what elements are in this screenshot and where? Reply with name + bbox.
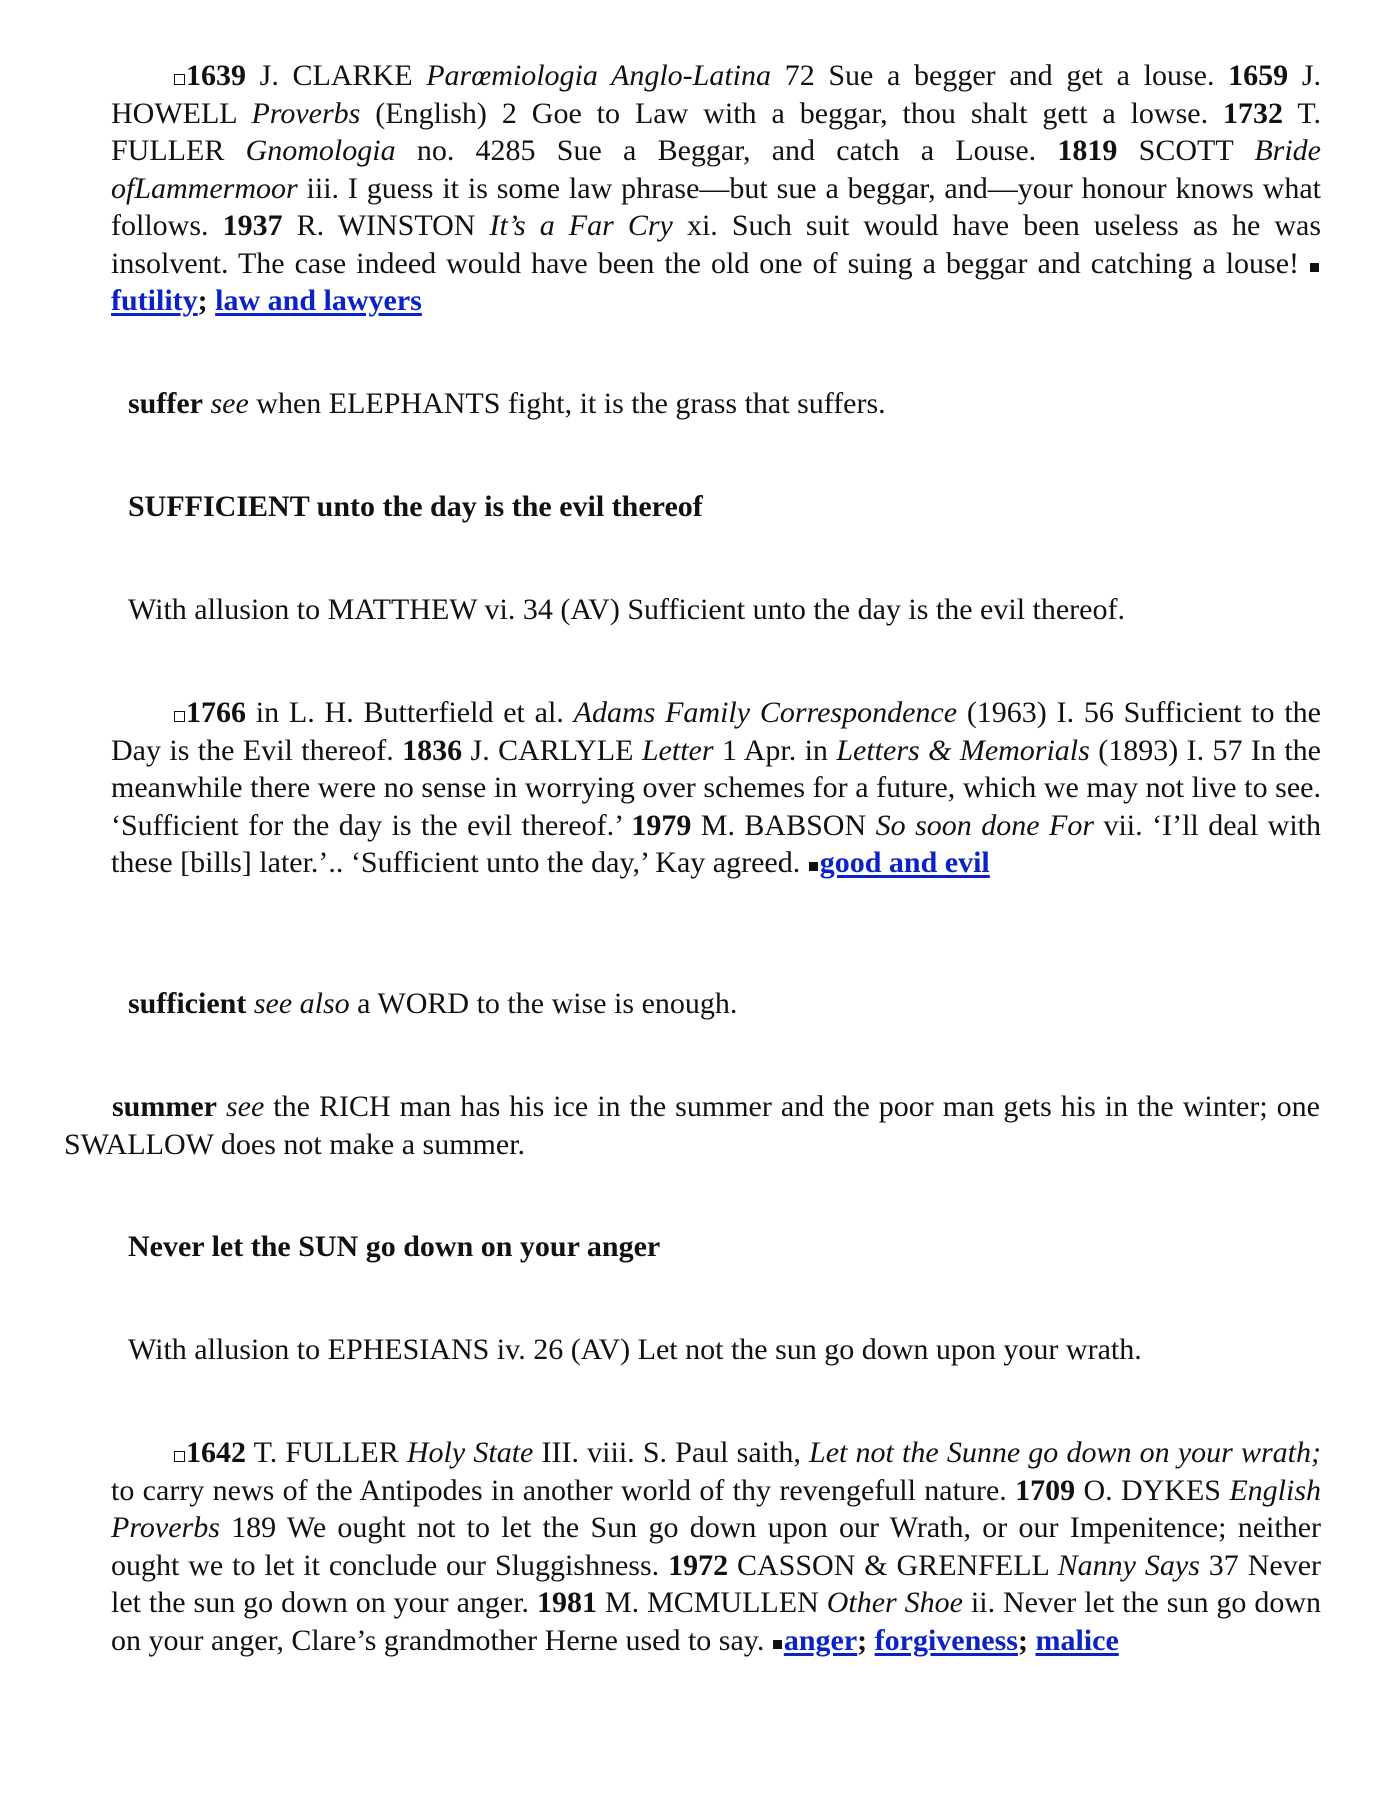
text-run	[246, 987, 254, 1020]
text-run: iii. I guess it is some law phrase—but sue a beggar, and—your honour knows what follows.	[111, 171, 1321, 242]
quotation-box-icon	[174, 711, 185, 722]
text-run: With allusion to EPHESIANS iv. 26 (AV) Let not the sun go down upon your wrath.	[128, 1333, 1142, 1366]
italic-text: Letter	[641, 733, 714, 767]
quotation-box-icon	[174, 74, 185, 85]
quotation-year: 1766	[186, 696, 246, 729]
quotation-year: 1639	[186, 59, 246, 92]
text-run: J. HOWELL	[111, 59, 1321, 130]
bold-text: sufficient	[128, 987, 247, 1020]
quotation-year: 1836	[402, 733, 463, 767]
italic-text: So soon done For	[875, 808, 1094, 842]
text-run: III. viii. S. Paul saith,	[533, 1436, 810, 1469]
italic-text: Nanny Says	[1057, 1548, 1200, 1582]
allusion-comment-ephesians	[128, 1331, 1320, 1369]
quotation-year: 1937	[222, 209, 283, 242]
text-run: to carry news of the Antipodes in another world of thy revengefull nature.	[111, 1473, 1016, 1507]
quotation-year: 1659	[1228, 59, 1289, 92]
theme-bullet-icon	[1310, 263, 1319, 272]
italic-text: see	[225, 1090, 265, 1123]
text-run: no. 4285 Sue a Beggar, and catch a Louse.	[395, 134, 1058, 167]
italic-text: Proverbs	[251, 96, 361, 130]
text-run: O. DYKES	[1075, 1473, 1230, 1507]
text-run: M. MCMULLEN	[597, 1586, 827, 1619]
theme-bullet-icon	[809, 862, 818, 871]
text-run: J. CARLYLE	[462, 733, 642, 767]
theme-link-forgiveness[interactable]: forgiveness	[874, 1623, 1018, 1657]
quotation-year: 1981	[537, 1586, 597, 1619]
text-run: R. WINSTON	[282, 209, 490, 242]
quotation-year: 1709	[1015, 1473, 1076, 1507]
quotation-block-sufficient	[111, 694, 1321, 882]
text-run	[217, 1090, 226, 1123]
cross-reference-summer	[64, 1088, 1320, 1163]
bold-text: summer	[112, 1090, 217, 1123]
text-run: vii. ‘I’ll deal with these [bills] later.’.. ‘Sufficient unto the day,’ Kay agreed.	[111, 808, 1321, 879]
text-run: 189 We ought not to let the Sun go down upon our Wrath, or our Impenitence; neither ought we to let it conclude our Sluggishness.	[111, 1511, 1321, 1582]
text-run: (1963) I. 56 Sufficient to the Day is the Evil thereof.	[111, 696, 1321, 767]
italic-text: Gnomologia	[245, 134, 396, 167]
text-run: the RICH man has his ice in the summer and the poor man gets his in the winter; one SWALLOW does not make a summer.	[64, 1090, 1321, 1161]
text-run: CASSON & GRENFELL	[728, 1548, 1058, 1582]
headword-never-let-the-sun	[128, 1228, 1320, 1266]
quotation-year: 1972	[668, 1548, 729, 1582]
quotation-block-sue-a-beggar	[111, 57, 1321, 320]
italic-text: see also	[253, 987, 350, 1020]
text-run: 72 Sue a begger and get a louse.	[771, 59, 1229, 92]
italic-text: Let not the Sunne go down on your wrath;	[809, 1436, 1321, 1469]
text-run: 37 Never let the sun go down on your anger.	[111, 1548, 1321, 1619]
italic-text: Bride ofLammermoor	[111, 134, 1321, 205]
text-run: (English) 2 Goe to Law with a beggar, thou shalt gett a lowse.	[360, 96, 1223, 130]
bold-text: SUFFICIENT unto the day is the evil thereof	[128, 490, 703, 523]
theme-link-malice[interactable]: malice	[1035, 1623, 1119, 1657]
bold-text: ;	[1017, 1623, 1036, 1657]
quotation-year: 1732	[1223, 96, 1283, 130]
italic-text: Letters & Memorials	[836, 733, 1090, 767]
text-run: With allusion to MATTHEW vi. 34 (AV) Sufficient unto the day is the evil thereof.	[128, 593, 1125, 626]
quotation-box-icon	[174, 1451, 185, 1462]
text-run: SCOTT	[1117, 134, 1255, 167]
bold-text: suffer	[128, 387, 203, 420]
text-run: M. BABSON	[691, 808, 876, 842]
bold-text: Never let the SUN go down on your anger	[128, 1230, 661, 1263]
allusion-comment-matthew	[128, 591, 1320, 629]
italic-text: English Proverbs	[111, 1473, 1321, 1544]
cross-reference-suffer	[128, 385, 1320, 423]
italic-text: Holy State	[406, 1436, 534, 1469]
bold-text: ;	[197, 284, 216, 317]
text-run: xi. Such suit would have been useless as he was insolvent. The case indeed would have been the old one of suing a beggar and catching a louse!	[111, 209, 1321, 280]
theme-link-futility[interactable]: futility	[111, 284, 198, 317]
quotation-block-sun-go-down	[111, 1434, 1321, 1659]
quotation-year: 1642	[186, 1436, 246, 1469]
italic-text: Adams Family Correspondence	[573, 696, 958, 729]
theme-link-anger[interactable]: anger	[783, 1623, 858, 1657]
theme-bullet-icon	[773, 1640, 782, 1649]
italic-text: Parœmiologia Anglo-Latina	[426, 59, 772, 92]
text-run: 1 Apr. in	[713, 733, 837, 767]
text-run: ii. Never let the sun go down on your anger, Clare’s grandmother Herne used to say.	[111, 1586, 1322, 1657]
italic-text: see	[210, 387, 249, 420]
italic-text: It’s a Far Cry	[489, 209, 687, 242]
quotation-year: 1979	[631, 808, 692, 842]
text-run: in L. H. Butterfield et al.	[246, 696, 574, 729]
bold-text: ;	[857, 1623, 875, 1657]
quotation-year: 1819	[1057, 134, 1118, 167]
italic-text: Other Shoe	[826, 1586, 963, 1619]
text-run: T. FULLER	[246, 1436, 407, 1469]
theme-link-good-and-evil[interactable]: good and evil	[819, 846, 990, 879]
text-run: (1893) I. 57 In the meanwhile there were no sense in worrying over schemes for a future, which we may not live to see. ‘Sufficient for the day is the evil thereof.’	[111, 733, 1321, 842]
text-run: when ELEPHANTS fight, it is the grass that suffers.	[248, 387, 886, 420]
theme-link-law-and-lawyers[interactable]: law and lawyers	[215, 284, 422, 317]
text-run: T. FULLER	[111, 96, 1321, 167]
headword-sufficient-unto-the-day	[128, 488, 1320, 526]
text-run: J. CLARKE	[246, 59, 427, 92]
cross-reference-sufficient	[128, 985, 1320, 1023]
text-run: a WORD to the wise is enough.	[349, 987, 738, 1020]
